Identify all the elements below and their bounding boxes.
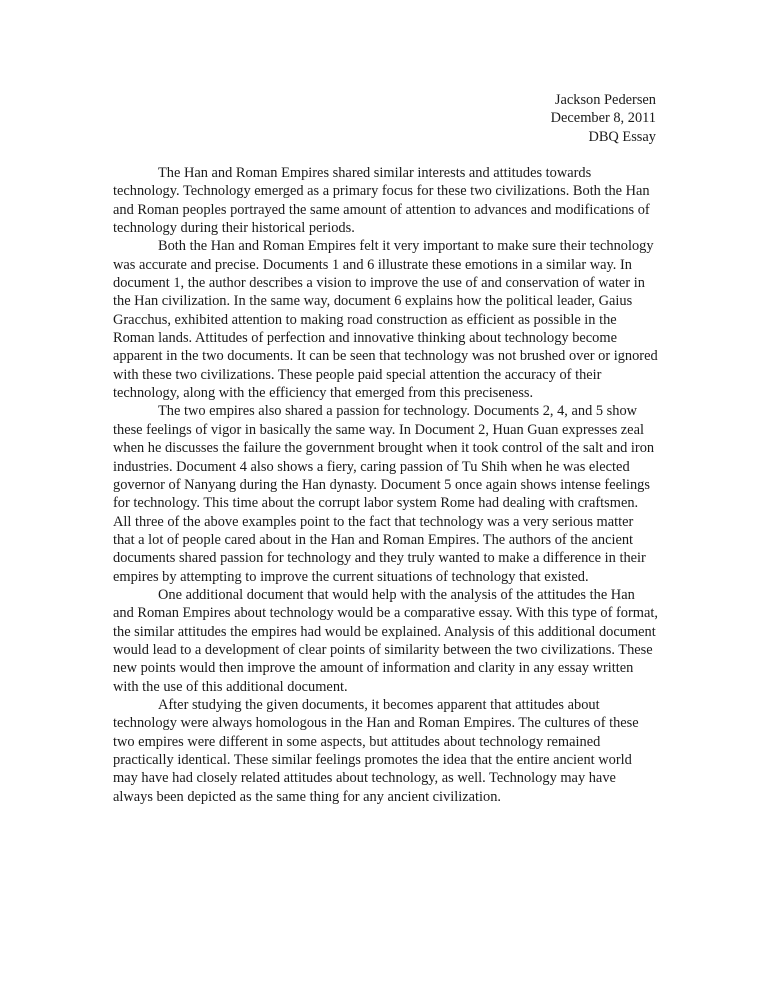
paragraph-introduction: The Han and Roman Empires shared similar interests and attitudes towards technology. Technology emerged as a primary focus for these two civilizations. Both the Han and Roman peoples portrayed the same amount of attention to advances and modifications of technology during their historical periods. [113, 165, 650, 237]
paragraph-conclusion: After studying the given documents, it becomes apparent that attitudes about technology were always homologous in the Han and Roman Empires. The cultures of these two empires were different in some aspects, but attitudes about technology remained practically identical. These similar feelings promotes the idea that the entire ancient world may have had closely related attitudes about technology, as well. Technology may have always been depicted as the same thing for any ancient civilization. [113, 696, 639, 805]
essay-title: DBQ Essay [588, 128, 656, 145]
essay-date: December 8, 2011 [550, 110, 656, 127]
paragraph-passion: The two empires also shared a passion for technology. Documents 2, 4, and 5 show these feelings of vigor in basically the same way. In Document 2, Huan Guan expresses zeal when he discusses the failure the government brought when it took control of the salt and iron industries. Document 4 also shows a fiery, caring passion of Tu Shih when he was elected governor of Nanyang during the Han dynasty. Document 5 once again shows intense feelings for technology. This time about the corrupt labor system Rome had dealing with craftsmen. All three of the above examples point to the fact that technology was a very serious matter that a lot of people cared about in the Han and Roman Empires. The authors of the ancient documents shared passion for technology and they truly wanted to make a difference in their empires by attempting to improve the current situations of technology that existed. [113, 403, 655, 585]
essay-body [113, 164, 658, 806]
paragraph-additional-document: One additional document that would help with the analysis of the attitudes the Han and Roman Empires about technology would be a comparative essay. With this type of format, the similar attitudes the empires had would be explained. Analysis of this additional document would lead to a development of clear points of similarity between the two civilizations. These new points would then improve the amount of information and clarity in any essay written with the use of this additional document. [113, 586, 658, 695]
essay-header [551, 91, 656, 146]
author-name: Jackson Pedersen [554, 92, 656, 108]
paragraph-accuracy: Both the Han and Roman Empires felt it very important to make sure their technology was accurate and precise. Documents 1 and 6 illustrate these emotions in a similar way. In document 1, the author describes a vision to improve the use of and conservation of water in the Han civilization. In the same way, document 6 explains how the political leader, Gaius Gracchus, exhibited attention to making road construction as efficient as possible in the Roman lands. Attitudes of perfection and innovative thinking about technology become apparent in the two documents. It can be seen that technology was not brushed over or ignored with these two civilizations. These people paid special attention the accuracy of their technology, along with the efficiency that emerged from this preciseness. [113, 238, 658, 402]
